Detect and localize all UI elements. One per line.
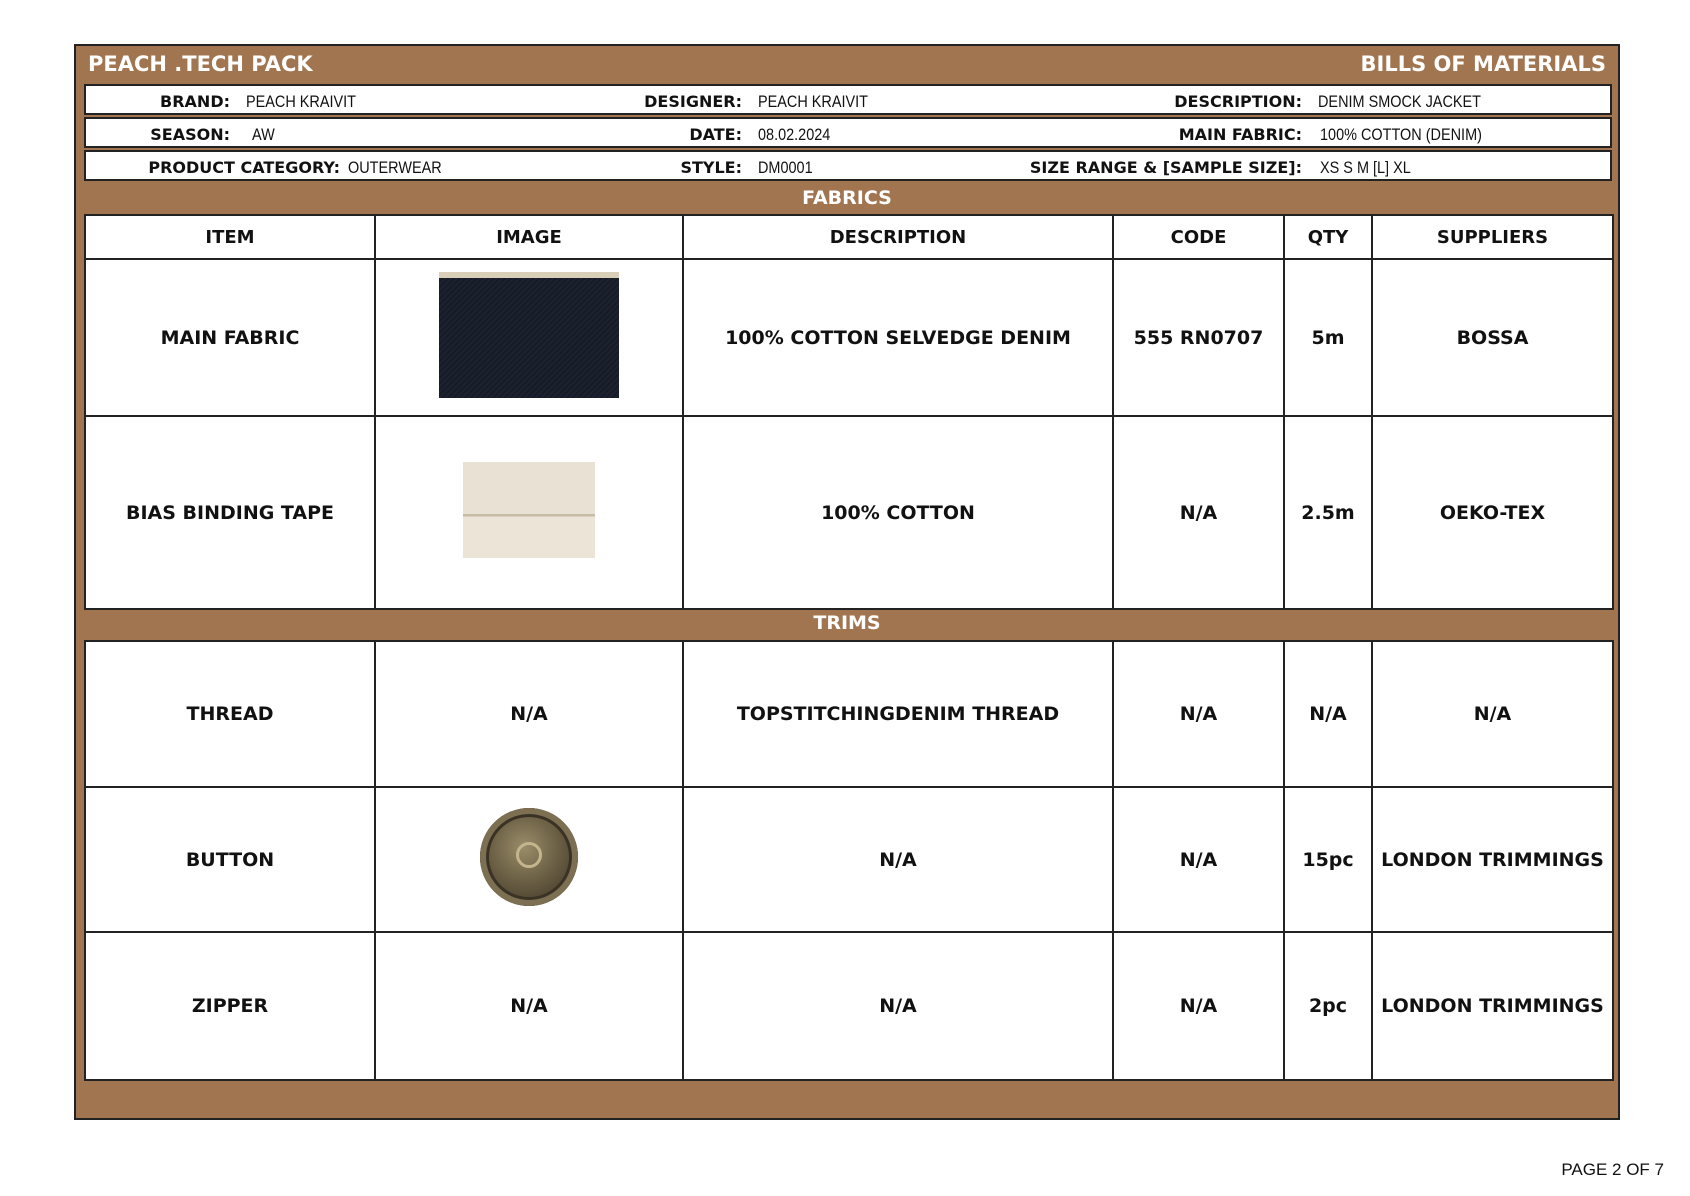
- category-label: PRODUCT CATEGORY:: [148, 158, 340, 177]
- trims-section-title: TRIMS: [813, 612, 881, 634]
- col-description: DESCRIPTION: [683, 215, 1113, 259]
- row-qty: 2.5m: [1284, 416, 1372, 609]
- table-row: [85, 932, 1613, 1080]
- header-bar: [76, 46, 1618, 84]
- row-description: 100% COTTON: [683, 416, 1113, 609]
- designer-value: PEACH KRAIVIT: [758, 92, 869, 111]
- date-label: DATE:: [689, 125, 742, 144]
- season-label: SEASON:: [150, 125, 230, 144]
- row-code: 555 RN0707: [1113, 259, 1284, 416]
- col-item: ITEM: [85, 215, 375, 259]
- row-code: N/A: [1113, 416, 1284, 609]
- category-value: OUTERWEAR: [348, 158, 442, 177]
- info-row-3: [84, 150, 1612, 181]
- row-qty: 15pc: [1284, 787, 1372, 932]
- table-row: [85, 787, 1613, 932]
- tape-swatch-image: [463, 462, 595, 558]
- row-supplier: LONDON TRIMMINGS: [1372, 787, 1613, 932]
- row-description: N/A: [683, 787, 1113, 932]
- style-label: STYLE:: [680, 158, 742, 177]
- brand-label: BRAND:: [160, 92, 230, 111]
- size-value: XS S M [L] XL: [1320, 158, 1411, 177]
- col-suppliers: SUPPLIERS: [1372, 215, 1613, 259]
- row-supplier: N/A: [1372, 641, 1613, 787]
- description-label: DESCRIPTION:: [1174, 92, 1302, 111]
- main-fabric-label: MAIN FABRIC:: [1178, 125, 1302, 144]
- main-fabric-value: 100% COTTON (DENIM): [1320, 125, 1482, 144]
- trims-table: [84, 640, 1614, 1081]
- row-item: MAIN FABRIC: [85, 259, 375, 416]
- row-image: [375, 416, 683, 609]
- col-image: IMAGE: [375, 215, 683, 259]
- table-row: [85, 259, 1613, 416]
- row-image: [375, 259, 683, 416]
- header-left-title: PEACH .TECH PACK: [88, 52, 313, 76]
- table-row: [85, 641, 1613, 787]
- row-code: N/A: [1113, 641, 1284, 787]
- row-description: 100% COTTON SELVEDGE DENIM: [683, 259, 1113, 416]
- designer-label: DESIGNER:: [644, 92, 742, 111]
- row-description: TOPSTITCHINGDENIM THREAD: [683, 641, 1113, 787]
- size-label: SIZE RANGE & [SAMPLE SIZE]:: [1029, 158, 1302, 177]
- row-description: N/A: [683, 932, 1113, 1080]
- col-qty: QTY: [1284, 215, 1372, 259]
- row-image-text: N/A: [375, 641, 683, 787]
- col-code: CODE: [1113, 215, 1284, 259]
- row-supplier: BOSSA: [1372, 259, 1613, 416]
- row-image-text: N/A: [375, 932, 683, 1080]
- row-item: BUTTON: [85, 787, 375, 932]
- row-supplier: OEKO-TEX: [1372, 416, 1613, 609]
- table-row: [85, 416, 1613, 609]
- brand-value: PEACH KRAIVIT: [246, 92, 357, 111]
- row-code: N/A: [1113, 932, 1284, 1080]
- fabrics-section-title: FABRICS: [802, 187, 892, 209]
- row-supplier: LONDON TRIMMINGS: [1372, 932, 1613, 1080]
- info-row-2: [84, 117, 1612, 148]
- date-value: 08.02.2024: [758, 125, 831, 144]
- row-item: THREAD: [85, 641, 375, 787]
- row-item: BIAS BINDING TAPE: [85, 416, 375, 609]
- fabrics-table: [84, 214, 1614, 610]
- button-photo-image: [480, 808, 578, 906]
- info-block: [84, 84, 1612, 183]
- row-image: [375, 787, 683, 932]
- season-value: AW: [252, 125, 275, 144]
- row-qty: 2pc: [1284, 932, 1372, 1080]
- row-qty: 5m: [1284, 259, 1372, 416]
- style-value: DM0001: [758, 158, 813, 177]
- fabrics-header-row: [85, 215, 1613, 259]
- header-right-title: BILLS OF MATERIALS: [1360, 52, 1606, 76]
- denim-swatch-image: [439, 272, 619, 398]
- row-qty: N/A: [1284, 641, 1372, 787]
- description-value: DENIM SMOCK JACKET: [1318, 92, 1481, 111]
- page-number: PAGE 2 OF 7: [1561, 1160, 1664, 1179]
- tech-pack-sheet: [74, 44, 1620, 1120]
- row-code: N/A: [1113, 787, 1284, 932]
- row-item: ZIPPER: [85, 932, 375, 1080]
- info-row-1: [84, 84, 1612, 115]
